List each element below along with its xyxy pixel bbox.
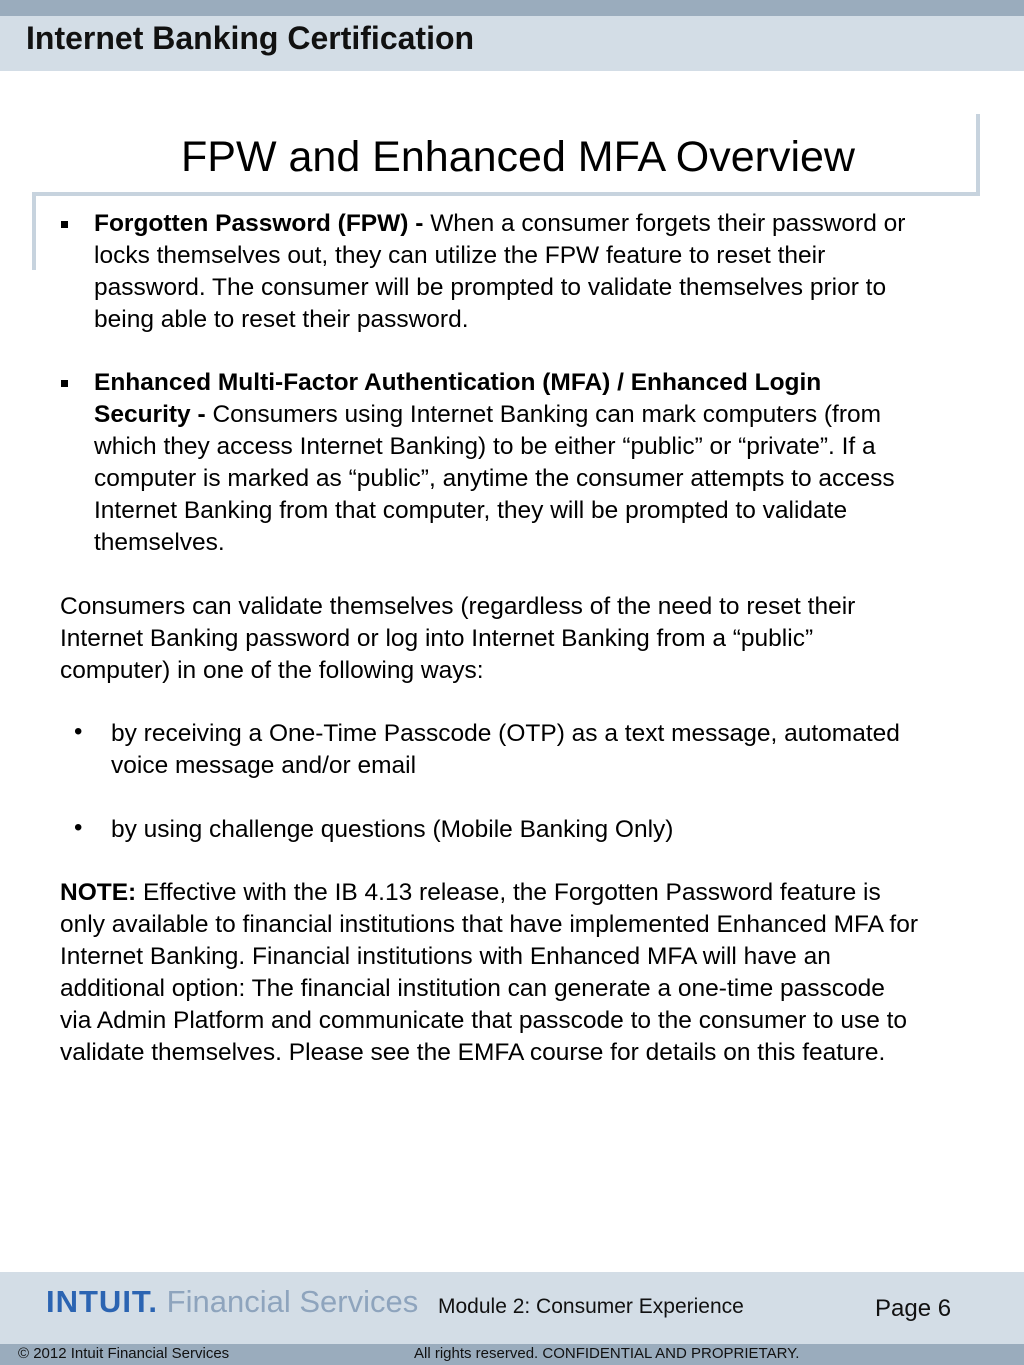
- text-line: computer is marked as “public”, anytime the consumer attempts to access: [94, 465, 895, 492]
- intuit-financial-services-logo: INTUIT. Financial Services: [46, 1284, 419, 1319]
- text-line: validate themselves. Please see the EMFA course for details on this feature.: [60, 1039, 886, 1066]
- note-paragraph: [60, 877, 918, 1069]
- square-bullet-icon: [61, 380, 68, 387]
- text-line: Consumers can validate themselves (regardless of the need to reset their: [60, 593, 856, 620]
- text-line: computer) in one of the following ways:: [60, 657, 484, 684]
- text-line: password. The consumer will be prompted to validate themselves prior to: [94, 274, 887, 301]
- rights-text: All rights reserved. CONFIDENTIAL AND PROPRIETARY.: [414, 1345, 800, 1362]
- dot-bullet-icon: •: [74, 814, 83, 841]
- text-line: which they access Internet Banking) to be either “public” or “private”. If a: [94, 433, 876, 460]
- title-frame-accent: [32, 192, 36, 270]
- bullet-mfa: [94, 367, 895, 559]
- text-line: via Admin Platform and communicate that passcode to the consumer to use to: [60, 1007, 908, 1034]
- text-line: Internet Banking. Financial institutions with Enhanced MFA will have an: [60, 943, 831, 970]
- note-label: NOTE:: [60, 879, 137, 906]
- text-line: by receiving a One-Time Passcode (OTP) as a text message, automated: [111, 720, 900, 747]
- text-line: NOTE: Effective with the IB 4.13 release, the Forgotten Password feature is: [60, 879, 881, 906]
- way-item-challenge: [111, 814, 673, 846]
- text-line: being able to reset their password.: [94, 306, 469, 333]
- top-stripe: [0, 0, 1024, 16]
- text-line: Internet Banking from that computer, they will be prompted to validate: [94, 497, 848, 524]
- header-title: Internet Banking Certification: [26, 20, 475, 56]
- slide-title: FPW and Enhanced MFA Overview: [181, 133, 855, 181]
- page-number: Page 6: [875, 1295, 952, 1322]
- text-line: additional option: The financial institution can generate a one-time passcode: [60, 975, 885, 1002]
- dot-bullet-icon: •: [74, 718, 83, 745]
- validation-intro: [60, 591, 855, 687]
- square-bullet-icon: [61, 221, 68, 228]
- text-line: Security - Consumers using Internet Banking can mark computers (from: [94, 401, 882, 428]
- text-line: themselves.: [94, 529, 225, 556]
- text-line: Internet Banking password or log into Internet Banking from a “public”: [60, 625, 814, 652]
- way-item-otp: [111, 718, 900, 782]
- text-line: Forgotten Password (FPW) - When a consumer forgets their password or: [94, 210, 906, 237]
- module-label: Module 2: Consumer Experience: [438, 1295, 744, 1318]
- text-line: voice message and/or email: [111, 752, 417, 779]
- bullet-fpw: [94, 208, 905, 336]
- text-line: by using challenge questions (Mobile Banking Only): [111, 816, 674, 843]
- copyright-text: © 2012 Intuit Financial Services: [18, 1345, 230, 1362]
- text-line: only available to financial institutions that have implemented Enhanced MFA for: [60, 911, 919, 938]
- text-line: Enhanced Multi-Factor Authentication (MFA) / Enhanced Login: [94, 369, 822, 396]
- text-line: locks themselves out, they can utilize the FPW feature to reset their: [94, 242, 826, 269]
